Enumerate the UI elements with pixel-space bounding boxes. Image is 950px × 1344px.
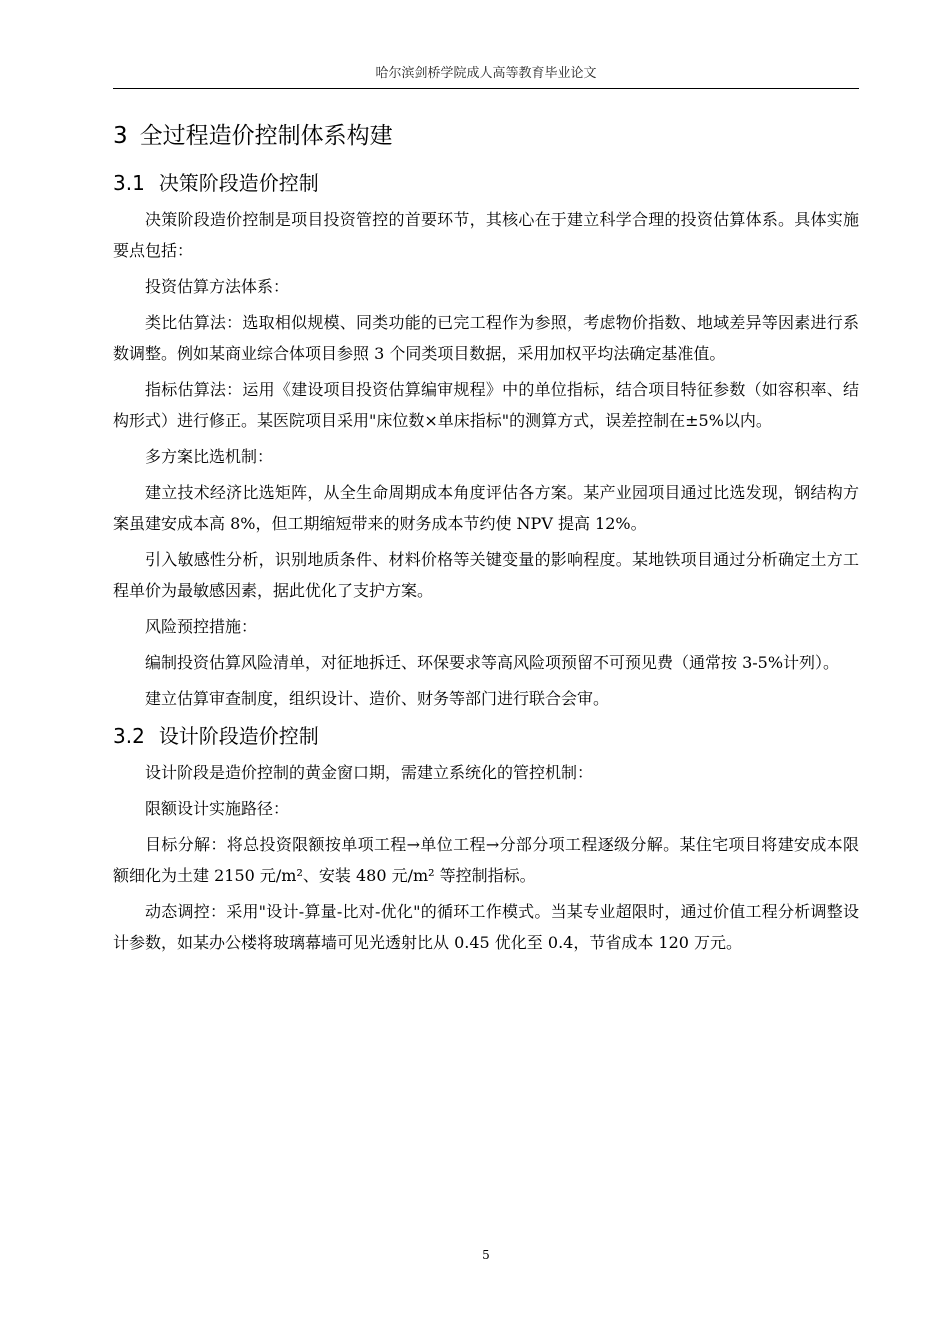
paragraph: 限额设计实施路径： xyxy=(145,799,290,818)
paragraph: 风险预控措施： xyxy=(145,617,258,636)
paragraph: 编制投资估算风险清单，对征地拆迁、环保要求等高风险项预留不可预见费（通常按 3-5%计列）。 xyxy=(145,653,840,672)
paragraph: 指标估算法：运用《建设项目投资估算编审规程》中的单位指标，结合项目特征参数（如容积率、结构形式）进行修正。某医院项目采用"床位数×单床指标"的测算方式，误差控制在±5%以内。 xyxy=(113,380,859,430)
section-heading-3-2 xyxy=(113,719,859,753)
document-body xyxy=(113,116,859,963)
chapter-heading xyxy=(113,116,859,156)
paragraph: 建立技术经济比选矩阵，从全生命周期成本角度评估各方案。某产业园项目通过比选发现，钢结构方案虽建安成本高 8%，但工期缩短带来的财务成本节约使 NPV 提高 12%。 xyxy=(113,483,859,533)
paragraph: 建立估算审查制度，组织设计、造价、财务等部门进行联合会审。 xyxy=(145,689,610,708)
section-title: 设计阶段造价控制 xyxy=(158,724,319,748)
page-number: 5 xyxy=(482,1248,490,1262)
chapter-number: 3 xyxy=(113,123,128,149)
section-heading-3-1 xyxy=(113,166,859,200)
paragraph: 多方案比选机制： xyxy=(145,447,274,466)
paragraph: 设计阶段是造价控制的黄金窗口期，需建立系统化的管控机制： xyxy=(145,763,594,782)
paragraph: 投资估算方法体系： xyxy=(145,277,290,296)
header-divider xyxy=(113,88,859,89)
paragraph: 目标分解：将总投资限额按单项工程→单位工程→分部分项工程逐级分解。某住宅项目将建安成本限额细化为土建 2150 元/m²、安装 480 元/m² 等控制指标。 xyxy=(113,835,859,885)
section-number: 3.2 xyxy=(113,724,145,748)
section-number: 3.1 xyxy=(113,171,145,195)
section-title: 决策阶段造价控制 xyxy=(158,171,319,195)
paragraph: 类比估算法：选取相似规模、同类功能的已完工程作为参照，考虑物价指数、地域差异等因素进行系数调整。例如某商业综合体项目参照 3 个同类项目数据，采用加权平均法确定基准值。 xyxy=(113,313,859,363)
paragraph: 动态调控：采用"设计-算量-比对-优化"的循环工作模式。当某专业超限时，通过价值工程分析调整设计参数，如某办公楼将玻璃幕墙可见光透射比从 0.45 优化至 0.4，节省成本 120 万元。 xyxy=(113,902,859,952)
page-header: 哈尔滨剑桥学院成人高等教育毕业论文 xyxy=(375,66,597,81)
paragraph: 决策阶段造价控制是项目投资管控的首要环节，其核心在于建立科学合理的投资估算体系。具体实施要点包括： xyxy=(113,210,859,260)
paragraph: 引入敏感性分析，识别地质条件、材料价格等关键变量的影响程度。某地铁项目通过分析确定土方工程单价为最敏感因素，据此优化了支护方案。 xyxy=(113,550,859,600)
chapter-title: 全过程造价控制体系构建 xyxy=(139,123,393,149)
